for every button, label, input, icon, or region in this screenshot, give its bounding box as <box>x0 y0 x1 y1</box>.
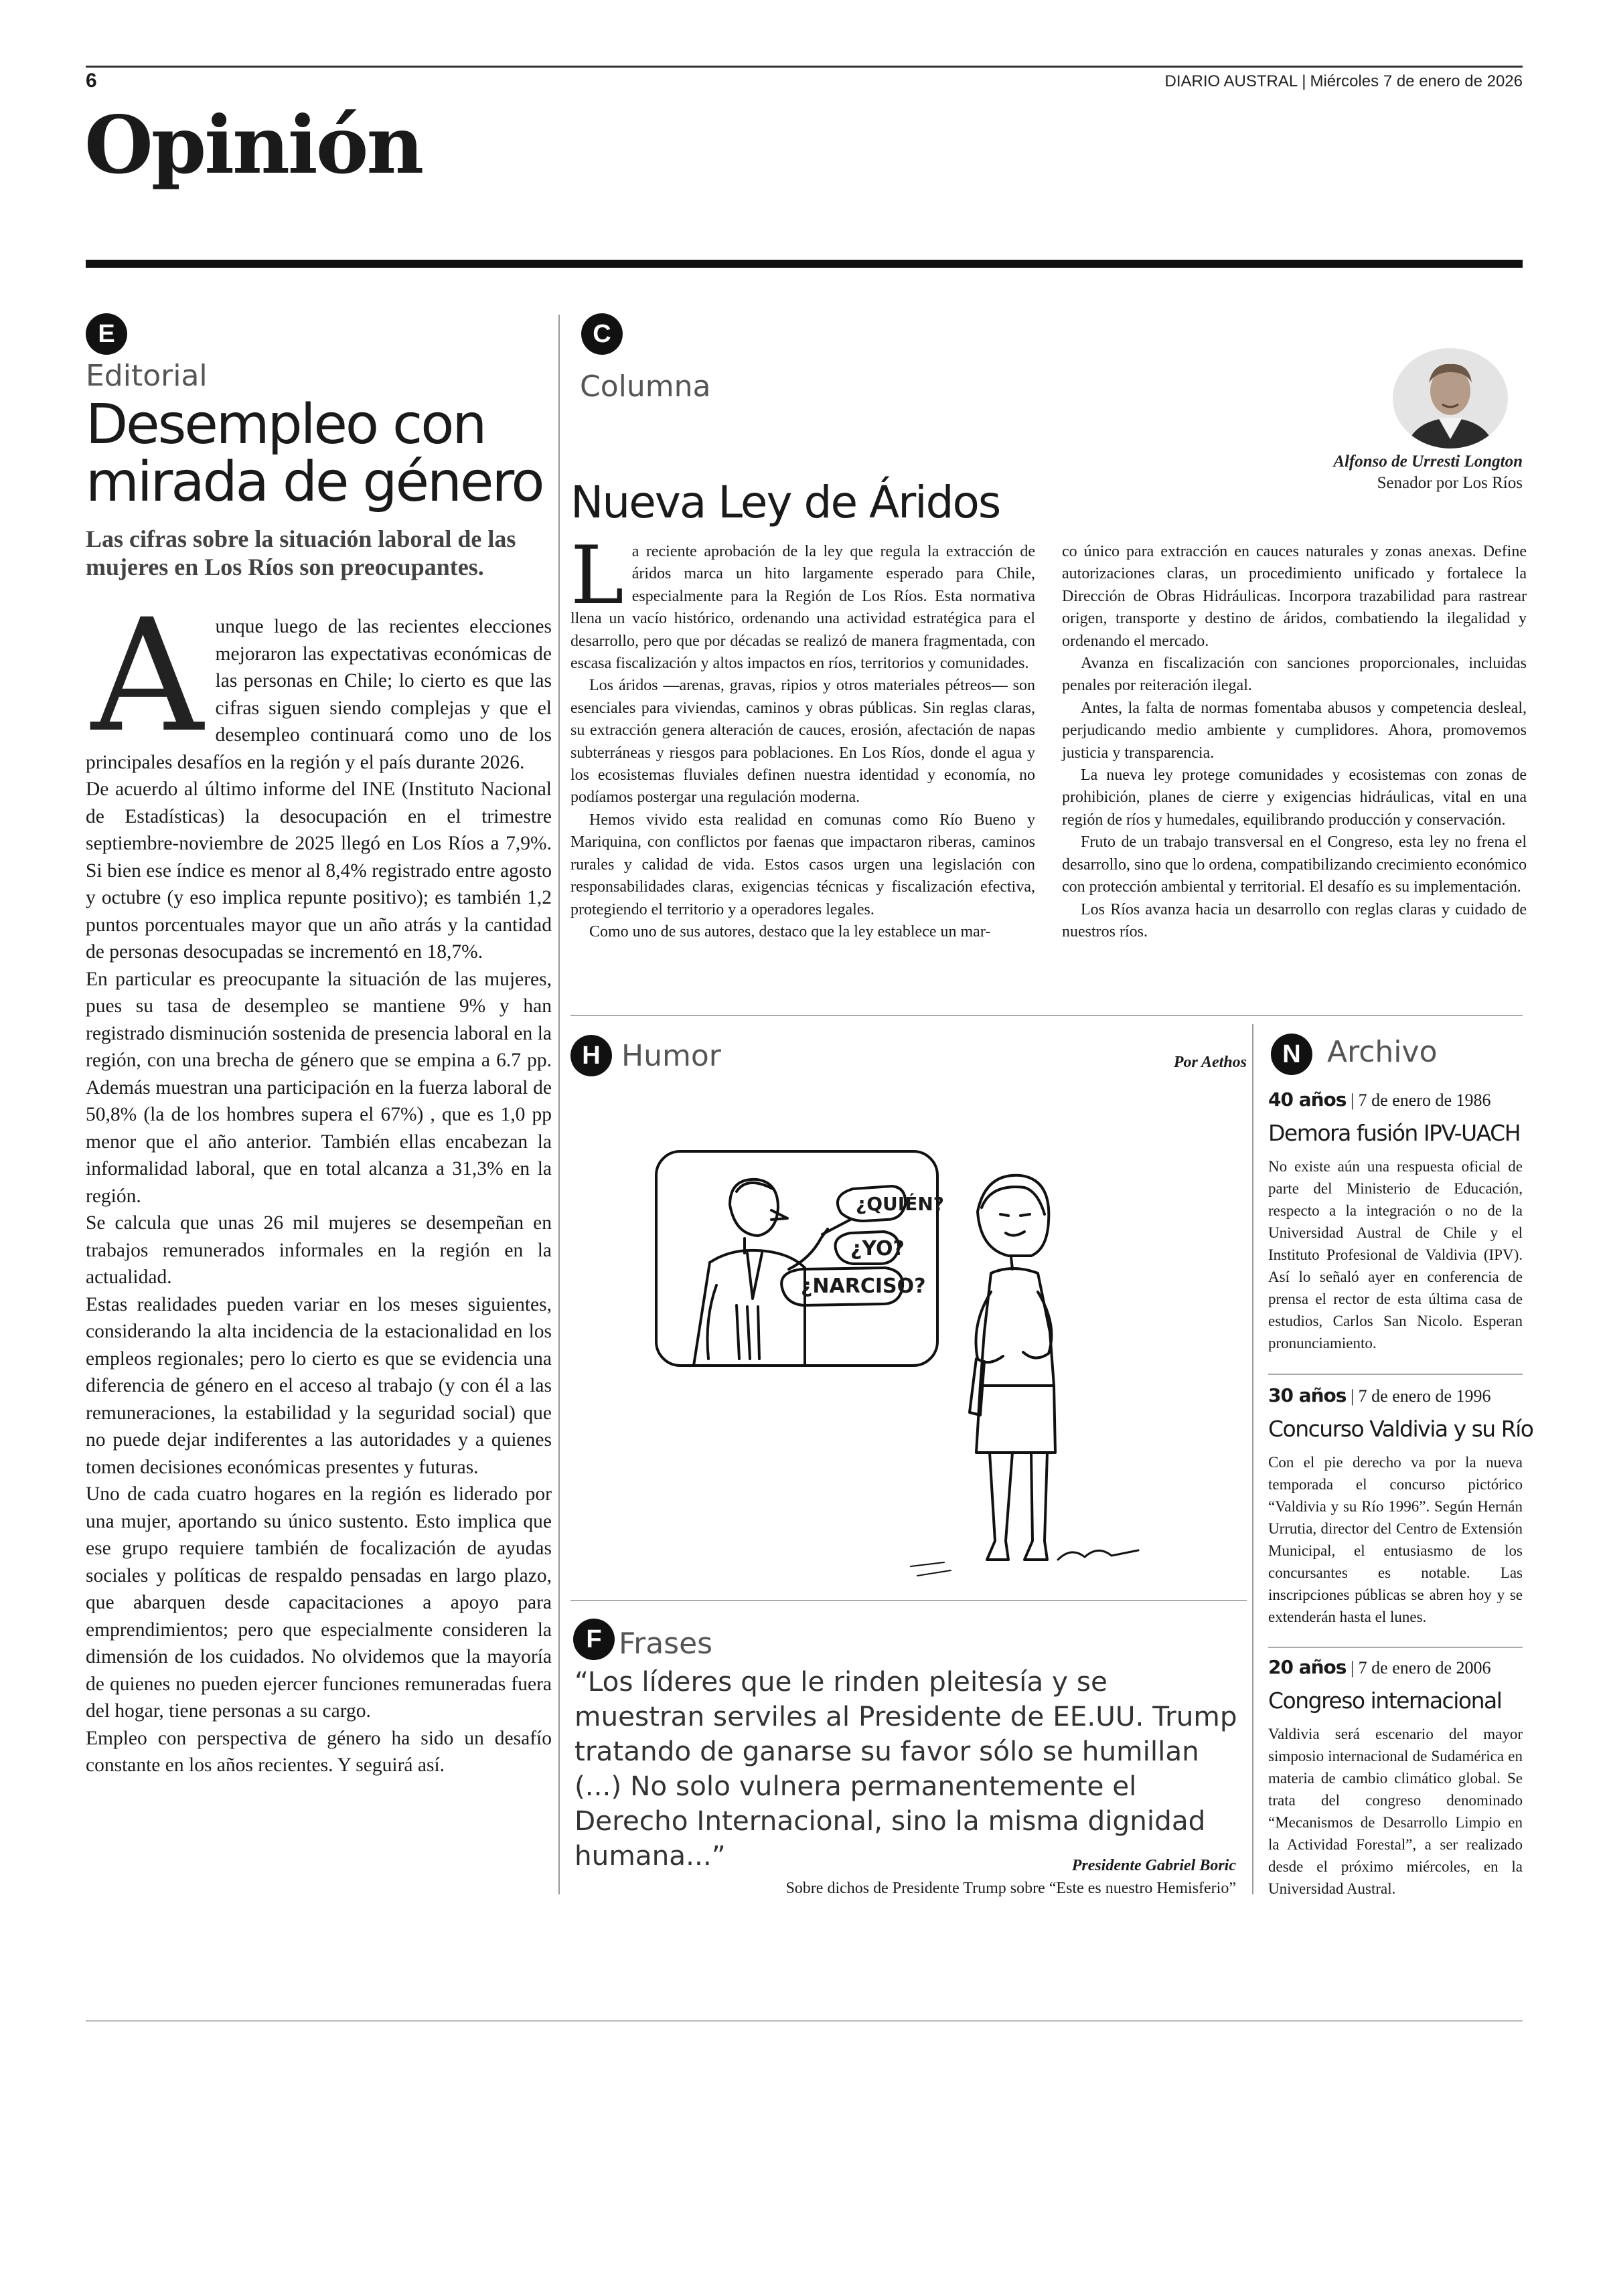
editorial-paragraph: Estas realidades pueden variar en los meses siguientes, considerando la alta incidencia de la estacionalidad en los empleos regionales; pero lo cierto es que se evidencia una diferencia de género en el acceso al trabajo (y con él a las remuneraciones, la estabilidad y la seguridad social) que no puede dejar indiferentes a las autoridades y a quienes tomen decisiones económicas presentes y futuras. <box>86 1293 552 1478</box>
column-lead-paragraph <box>570 529 1035 675</box>
editorial-paragraph: En particular es preocupante la situación de las mujeres, pues su tasa de desempleo se mantiene 9% y han registrado disminución sostenida de presencia laboral en la región, con una brecha de género que se empina a 6.7 pp. Además muestran una participación en la fuerza laboral de 50,8% (la de los hombres supera el 67%) , que es 1,0 pp menor que el año anterior. También ellas encabezan la informalidad laboral, que en total alcanza a 31,3% en la región. <box>86 968 552 1207</box>
archive-years: 40 años <box>1268 1088 1347 1111</box>
archivo-badge: N <box>1271 1034 1312 1075</box>
archive-date: 7 de enero de 2006 <box>1358 1658 1491 1677</box>
archive-body: Con el pie derecho va por la nueva temporada el concurso pictórico “Valdivia y su Río 1996”. Según Hernán Urrutia, director del Centro de Extensión Municipal, el entusiasmo de los concursantes es notable. Las inscripciones públicas se abren hoy y se extenderán hasta el lunes. <box>1268 1454 1523 1625</box>
frases-quote: “Los líderes que le rinden pleitesía y se muestran serviles al Presidente de EE.UU. Trump tratando de ganarse su favor sólo se humillan (...) No solo vulnera permanentemente el Derecho Internacional, sino la misma dignidad humana...” <box>575 1665 1237 1872</box>
column-paragraph: Los áridos —arenas, gravas, ripios y otros materiales pétreos— son esenciales para viviendas, caminos y obras públicas. Sin reglas claras, su extracción genera alteración de cauces, erosión, afectación de napas subterráneas y riesgos para poblaciones. En Los Ríos, donde el agua y los ecosistemas fluviales definen nuestra identidad y economía, no podíamos postergar una regulación moderna. <box>570 677 1035 807</box>
column-paragraph: Antes, la falta de normas fomentaba abusos y competencia desleal, perjudicando medio ambiente y cumplidores. Ahora, promovemos justicia y transparencia. <box>1062 699 1527 762</box>
editorial-paragraph: Uno de cada cuatro hogares en la región es liderado por una mujer, aportando su único sustento. Esto implica que ese grupo requiere también de focalización de ayudas sociales y políticas de respaldo pensadas en largo plazo, que abarquen desde capacitaciones a apoyo para emprendimientos; pero que especialmente consideren la dimensión de los cuidados. No olvidemos que la mayoría de quienes no pueden ejercer funciones remuneradas fuera del hogar, tiene personas a su cargo. <box>86 1483 552 1722</box>
archive-item <box>1268 1088 1523 1354</box>
editorial-body <box>86 586 552 1779</box>
archive-title: Congreso internacional <box>1268 1688 1502 1714</box>
column-paragraph: co único para extracción en cauces naturales y zonas anexas. Define autorizaciones claras, un procedimiento unificado y fortalece la Dirección de Obras Hidráulicas. Incorpora trazabilidad para rastrear origen, transporte y destino de áridos, combatiendo la ilegalidad y ordenando el mercado. <box>1062 543 1527 650</box>
column-badge: C <box>581 313 623 355</box>
column-dropcap: L <box>570 529 624 623</box>
column-paragraph: Hemos vivido esta realidad en comunas como Río Bueno y Mariquina, con conflictos por faenas que impactaron riberas, caminos rurales y calidad de vida. Estos casos urgen una legislación con responsabilidades claras, exigencias técnicas y fiscalización efectiva, protegiendo el territorio y a operadores legales. <box>570 811 1035 918</box>
column-paragraph: Avanza en fiscalización con sanciones proporcionales, incluidas penales por reiteración ilegal. <box>1062 655 1527 695</box>
column-paragraph: La nueva ley protege comunidades y ecosistemas con zonas de prohibición, planes de cierre y exigencias hidráulicas, vital en una región de ríos y humedales, equilibrando producción y conservación. <box>1062 766 1527 829</box>
archive-title: Demora fusión IPV-UACH <box>1268 1120 1521 1146</box>
section-title: Opinión <box>84 98 423 191</box>
humor-badge: H <box>570 1035 612 1076</box>
editorial-cartoon <box>629 1131 1219 1600</box>
archive-rule <box>1268 1374 1523 1375</box>
masthead-date: Miércoles 7 de enero de 2026 <box>1310 72 1523 90</box>
archive-body: No existe aún una respuesta oficial de parte del Ministerio de Educación, respecto a la integración o no de la Universidad Austral de Chile y el Instituto Profesional de Valdivia (IPV). Así lo señaló ayer en conferencia de prensa el rector de esta última casa de estudios, Carlos San Nicolo. Esperan pronunciamiento. <box>1268 1158 1523 1351</box>
masthead-paper: DIARIO AUSTRAL <box>1164 72 1298 90</box>
archivo-label: Archivo <box>1327 1035 1438 1069</box>
top-rule <box>86 66 1523 68</box>
archive-years: 20 años <box>1268 1656 1347 1678</box>
editorial-lead-text: unque luego de las recientes elecciones mejoraron las expectativas económicas de las personas en Chile; lo cierto es que las cifras siguen siendo complejas y que el desempleo continuará como uno de los principales desafíos en la región y el país durante 2026. <box>86 616 552 773</box>
column-text-right <box>1062 541 1527 943</box>
archive-years: 30 años <box>1268 1384 1347 1406</box>
cartoon-bubble-quien: ¿QUIÉN? <box>856 1193 945 1215</box>
archive-rule <box>1268 1647 1523 1648</box>
humor-label: Humor <box>621 1039 721 1073</box>
author-name: Alfonso de Urresti Longton <box>1333 453 1523 471</box>
page-number: 6 <box>86 70 97 92</box>
editorial-headline: Desempleo con mirada de género <box>86 393 543 514</box>
masthead: DIARIO AUSTRAL | Miércoles 7 de enero de 2026 <box>1164 72 1523 90</box>
cartoon-bubble-narciso: ¿NARCISO? <box>801 1275 926 1298</box>
column-text-left <box>570 529 1035 943</box>
editorial-badge: E <box>86 313 127 355</box>
frases-source: Sobre dichos de Presidente Trump sobre “Este es nuestro Hemisferio” <box>785 1880 1236 1897</box>
editorial-dropcap: A <box>91 586 204 766</box>
column-headline: Nueva Ley de Áridos <box>570 477 1000 528</box>
archive-item-header: 40 años | 7 de enero de 1986 <box>1268 1088 1491 1111</box>
frases-divider <box>570 1600 1247 1601</box>
frases-author: Presidente Gabriel Boric <box>1071 1857 1236 1874</box>
frases-label: Frases <box>619 1627 713 1661</box>
column-paragraph: Como uno de sus autores, destaco que la ley establece un mar- <box>589 922 991 940</box>
archive-body: Valdivia será escenario del mayor simposio internacional de Sudamérica en materia de cambio climático global. Se trata del congreso denominado “Mecanismos de Desarrollo Limpio en la Actividad Forestal”, a ser realizado desde el próximo miércoles, en la Universidad Austral. <box>1268 1726 1523 1897</box>
archive-title: Concurso Valdivia y su Río <box>1268 1416 1533 1442</box>
editorial-paragraph: De acuerdo al último informe del INE (Instituto Nacional de Estadísticas) la desocupación en el trimestre septiembre-noviembre de 2025 llegó en Los Ríos a 7,9%. Si bien ese índice es menor al 8,4% registrado entre agosto y octubre (y eso implica repunte positivo); es también 1,2 puntos porcentuales mayor que un año atrás y la cantidad de personas desocupadas se incrementó en 18,7%. <box>86 778 552 963</box>
column-label: Columna <box>580 370 711 404</box>
archive-date: 7 de enero de 1996 <box>1358 1386 1491 1406</box>
column-paragraph: Los Ríos avanza hacia un desarrollo con reglas claras y cuidado de nuestros ríos. <box>1062 900 1527 940</box>
editorial-paragraph: Se calcula que unas 26 mil mujeres se desempeñan en trabajos remunerados informales en la región en la actualidad. <box>86 1212 552 1288</box>
editorial-label: Editorial <box>86 359 208 393</box>
bottom-rule <box>86 2020 1523 2022</box>
author-role: Senador por Los Ríos <box>1377 474 1523 492</box>
cartoon-credit: Por Aethos <box>1173 1054 1247 1071</box>
archive-divider <box>1252 1024 1253 1894</box>
section-divider <box>570 1015 1523 1016</box>
archive-date: 7 de enero de 1986 <box>1358 1090 1491 1110</box>
frases-badge: F <box>573 1619 615 1660</box>
cartoon-bubble-yo: ¿YO? <box>850 1237 905 1260</box>
column-lead-text: a reciente aprobación de la ley que regula la extracción de áridos marca un hito largamente esperado para Chile, especialmente para la Región de Los Ríos. Esta normativa llena un vacío histórico, ordenando una actividad estratégica para el desarrollo, pero que por décadas se realizó de manera fragmentada, con escasa fiscalización y altos impactos en ríos, territorios y comunidades. <box>570 543 1035 673</box>
editorial-paragraph: Empleo con perspectiva de género ha sido un desafío constante en los años recientes. Y seguirá así. <box>86 1727 552 1776</box>
editorial-dek: Las cifras sobre la situación laboral de las mujeres en Los Ríos son preocupantes. <box>86 525 516 580</box>
column-divider <box>558 315 560 1894</box>
author-photo <box>1393 348 1508 448</box>
section-rule <box>86 260 1523 268</box>
archive-item-header: 30 años | 7 de enero de 1996 <box>1268 1384 1491 1406</box>
editorial-lead-paragraph <box>86 586 552 776</box>
column-paragraph: Fruto de un trabajo transversal en el Congreso, esta ley no frena el desarrollo, sino que lo ordena, compatibilizando crecimiento económico con protección ambiental y territorial. El desafío es su implementación. <box>1062 833 1527 896</box>
archive-item <box>1268 1384 1533 1628</box>
archive-item-header: 20 años | 7 de enero de 2006 <box>1268 1656 1491 1678</box>
archive-item <box>1268 1656 1523 1900</box>
